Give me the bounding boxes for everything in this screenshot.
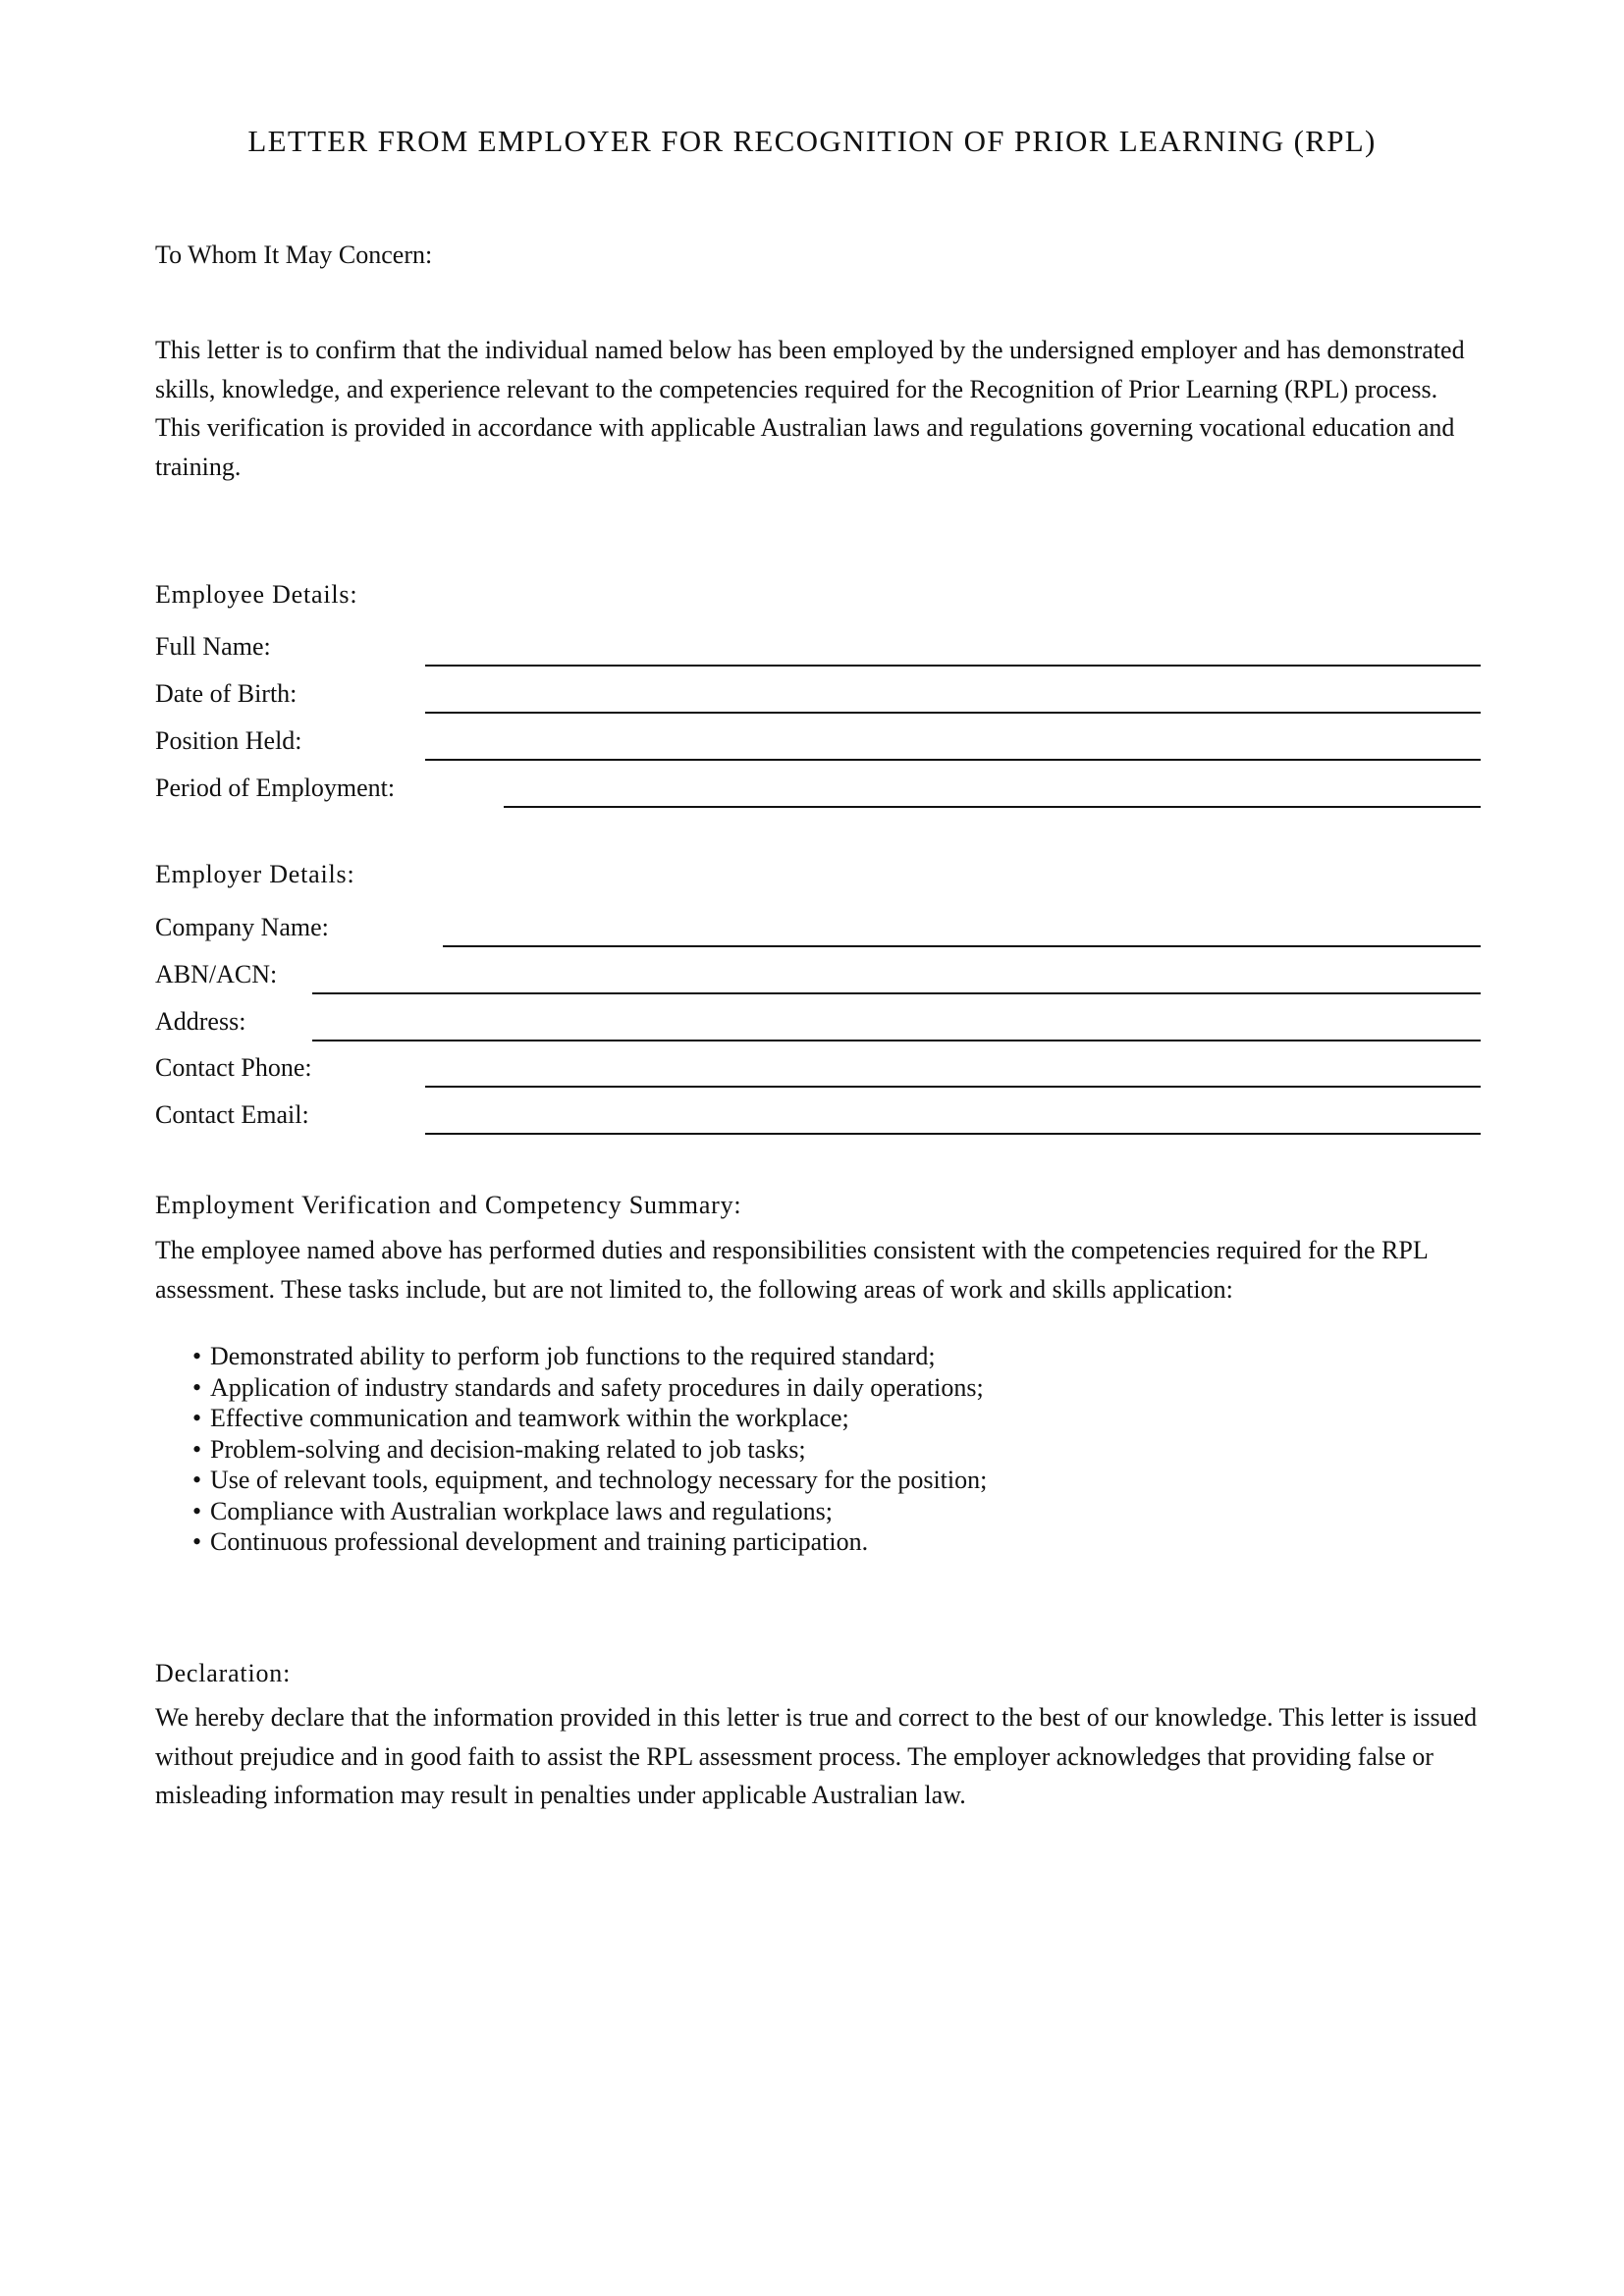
- list-item: • Effective communication and teamwork within the workplace;: [192, 1404, 849, 1432]
- date-of-birth-label: Date of Birth:: [155, 679, 298, 708]
- intro-paragraph: This letter is to confirm that the individual named below has been employed by the undersigned employer and has demonstrated skills, knowledge, and experience relevant to the competencies required for the Recognition of Prior Learning (RPL) process. This verification is provided in accordance with applicable Australian laws and regulations governing vocational education and training.: [155, 336, 1465, 481]
- list-item: • Application of industry standards and safety procedures in daily operations;: [192, 1372, 984, 1402]
- bullet-icon: •: [192, 1342, 202, 1370]
- bullet-icon: •: [192, 1466, 202, 1494]
- list-item: • Problem-solving and decision-making related to job tasks;: [192, 1434, 806, 1464]
- period-of-employment-field[interactable]: [504, 806, 1481, 808]
- company-name-label: Company Name:: [155, 913, 329, 941]
- date-of-birth-field[interactable]: [425, 712, 1481, 714]
- full-name-label: Full Name:: [155, 632, 271, 661]
- bullet-icon: •: [192, 1434, 202, 1464]
- bullet-icon: •: [192, 1496, 202, 1525]
- contact-email-field[interactable]: [425, 1133, 1481, 1135]
- list-item: • Use of relevant tools, equipment, and technology necessary for the position;: [192, 1466, 988, 1494]
- contact-email-row: [155, 1095, 1481, 1135]
- contact-phone-field[interactable]: [425, 1086, 1481, 1088]
- competency-list: [192, 1341, 987, 1558]
- employee-details-heading: Employee Details:: [155, 580, 358, 609]
- position-held-label: Position Held:: [155, 726, 302, 755]
- company-name-row: [155, 908, 1481, 947]
- abn-acn-field[interactable]: [312, 992, 1481, 994]
- declaration-heading: Declaration:: [155, 1659, 292, 1687]
- verification-paragraph: The employee named above has performed duties and responsibilities consistent with the competencies required for the RPL assessment. These tasks include, but are not limited to, the following areas of work and skills application:: [155, 1236, 1428, 1304]
- position-held-field[interactable]: [425, 759, 1481, 761]
- list-item: • Demonstrated ability to perform job functions to the required standard;: [192, 1342, 936, 1370]
- abn-acn-row: [155, 955, 1481, 994]
- employer-details-heading: Employer Details:: [155, 860, 355, 888]
- full-name-field[interactable]: [425, 665, 1481, 667]
- company-name-field[interactable]: [443, 945, 1481, 947]
- bullet-icon: •: [192, 1527, 202, 1556]
- document-title: LETTER FROM EMPLOYER FOR RECOGNITION OF PRIOR LEARNING (RPL): [247, 124, 1377, 158]
- bullet-icon: •: [192, 1372, 202, 1402]
- bullet-icon: •: [192, 1404, 202, 1432]
- period-of-employment-label: Period of Employment:: [155, 774, 396, 802]
- verification-heading: Employment Verification and Competency Summary:: [155, 1191, 742, 1219]
- address-row: [155, 1002, 1481, 1041]
- list-item: • Compliance with Australian workplace laws and regulations;: [192, 1496, 833, 1525]
- address-label: Address:: [155, 1007, 246, 1036]
- abn-acn-label: ABN/ACN:: [155, 960, 278, 988]
- salutation: To Whom It May Concern:: [155, 240, 433, 269]
- position-held-row: [155, 721, 1481, 761]
- declaration-paragraph: We hereby declare that the information provided in this letter is true and correct to the best of our knowledge. This letter is issued without prejudice and in good faith to assist the RPL assessment process. The employer acknowledges that providing false or misleading information may result in penalties under applicable Australian law.: [155, 1703, 1478, 1809]
- contact-phone-label: Contact Phone:: [155, 1053, 312, 1082]
- contact-email-label: Contact Email:: [155, 1100, 309, 1129]
- address-field[interactable]: [312, 1040, 1481, 1041]
- contact-phone-row: [155, 1048, 1481, 1088]
- period-of-employment-row: [155, 769, 1481, 808]
- full-name-row: [155, 627, 1481, 667]
- date-of-birth-row: [155, 674, 1481, 714]
- list-item: • Continuous professional development and training participation.: [192, 1527, 869, 1556]
